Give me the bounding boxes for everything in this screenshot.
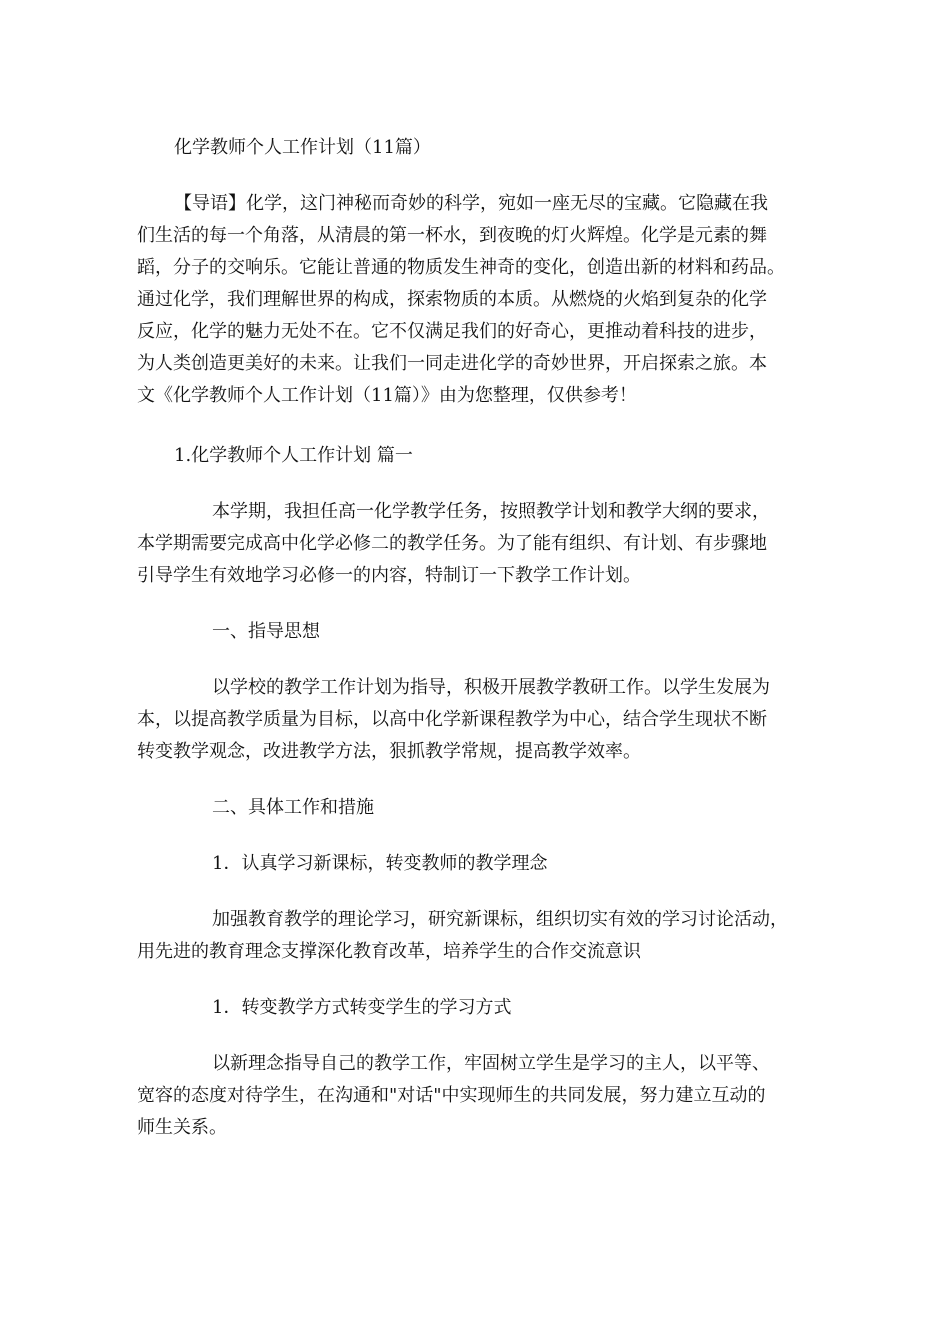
intro-line: 文《化学教师个人工作计划（11篇）》由为您整理，仅供参考！ (137, 385, 637, 406)
paragraph-line: 加强教育教学的理论学习，研究新课标，组织切实有效的学习讨论活动， (212, 909, 788, 930)
paragraph-line: 转变教学观念，改进教学方法，狠抓教学常规，提高教学效率。 (137, 741, 641, 762)
paragraph-line: 师生关系。 (137, 1117, 227, 1138)
paragraph-line: 本学期需要完成高中化学必修二的教学任务。为了能有组织、有计划、有步骤地 (137, 533, 767, 554)
intro-line: 反应，化学的魅力无处不在。它不仅满足我们的好奇心，更推动着科技的进步， (137, 321, 767, 342)
paragraph-line: 宽容的态度对待学生，在沟通和"对话"中实现师生的共同发展，努力建立互动的 (137, 1085, 766, 1106)
section-heading-1: 1.化学教师个人工作计划 篇一 (174, 445, 413, 466)
paragraph-line: 以学校的教学工作计划为指导，积极开展教学教研工作。以学生发展为 (212, 677, 770, 698)
item-heading-2: 1．转变教学方式转变学生的学习方式 (212, 997, 512, 1018)
paragraph-line: 以新理念指导自己的教学工作，牢固树立学生是学习的主人，以平等、 (212, 1053, 770, 1074)
paragraph-line: 引导学生有效地学习必修一的内容，特制订一下教学工作计划。 (137, 565, 641, 586)
intro-line: 通过化学，我们理解世界的构成，探索物质的本质。从燃烧的火焰到复杂的化学 (137, 289, 767, 310)
intro-line: 们生活的每一个角落，从清晨的第一杯水，到夜晚的灯火辉煌。化学是元素的舞 (137, 225, 767, 246)
heading-measures: 二、具体工作和措施 (212, 797, 374, 818)
paragraph-line: 本，以提高教学质量为目标，以高中化学新课程教学为中心，结合学生现状不断 (137, 709, 767, 730)
intro-line: 蹈，分子的交响乐。它能让普通的物质发生神奇的变化，创造出新的材料和药品。 (137, 257, 785, 278)
document-title: 化学教师个人工作计划（11篇） (174, 137, 431, 158)
intro-line: 为人类创造更美好的未来。让我们一同走进化学的奇妙世界，开启探索之旅。本 (137, 353, 767, 374)
paragraph-line: 用先进的教育理念支撑深化教育改革，培养学生的合作交流意识 (137, 941, 641, 962)
item-heading-1: 1．认真学习新课标，转变教师的教学理念 (212, 853, 548, 874)
intro-line: 【导语】化学，这门神秘而奇妙的科学，宛如一座无尽的宝藏。它隐藏在我 (174, 193, 768, 214)
heading-guiding-ideas: 一、指导思想 (212, 621, 320, 642)
paragraph-line: 本学期，我担任高一化学教学任务，按照教学计划和教学大纲的要求， (212, 501, 770, 522)
